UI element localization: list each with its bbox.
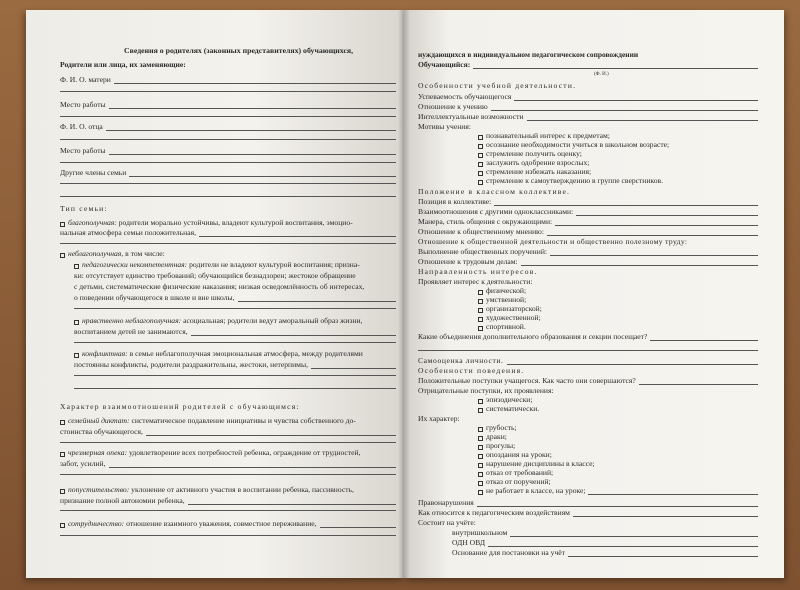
right-page — [404, 10, 784, 578]
character-label: Их характер: — [418, 414, 460, 423]
ped-option[interactable]: педагогически некомпетентная: родители не владеют культурой воспитания; призна- — [74, 260, 396, 269]
rule — [60, 183, 396, 184]
rule — [60, 510, 396, 511]
registered-label: Состоит на учёте: — [418, 518, 476, 527]
diktat-line2: стоинства обучающегося, — [60, 427, 396, 436]
intel-field[interactable]: Интеллектуальные возможности — [418, 112, 758, 121]
rule — [418, 350, 758, 351]
checkbox-icon[interactable] — [60, 489, 65, 494]
checkbox-icon[interactable] — [60, 253, 65, 258]
char-5[interactable]: нарушение дисциплины в классе; — [478, 459, 758, 468]
student-field[interactable]: Обучающийся: — [418, 60, 758, 69]
rule — [60, 162, 396, 163]
checkbox-icon[interactable] — [74, 353, 79, 358]
neblago-option[interactable]: неблагополучная, в том числе: — [60, 249, 396, 258]
char-1[interactable]: грубость; — [478, 423, 758, 432]
rule — [60, 243, 396, 244]
motives-label: Мотивы учения: — [418, 122, 471, 131]
perf-field[interactable]: Успеваемость обучающегося — [418, 92, 758, 101]
neg-2[interactable]: систематически. — [478, 404, 758, 413]
popust-option[interactable]: попустительство: уклонение от активного участия в воспитании ребенка, пассивность, — [60, 485, 396, 494]
konf-option[interactable]: конфликтная: в семье неблагополучная эмоциональная атмосфера, между родителями — [74, 349, 396, 358]
checkbox-icon[interactable] — [478, 180, 483, 185]
position-heading: Положение в классном коллективе. — [418, 187, 571, 196]
ped-line2: ки: отсутствует единство требований; обучающийся безнадзорен; жестокое обращение — [74, 271, 356, 280]
diktat-option[interactable]: семейный диктат: систематическое подавление инициативы и чувства собственного до- — [60, 416, 396, 425]
rule — [74, 388, 396, 389]
soc-field[interactable]: Отношение к общественному мнению: — [418, 227, 758, 236]
rule — [60, 196, 396, 197]
negative-label: Отрицательные поступки, их проявления: — [418, 386, 554, 395]
reg-odn-field[interactable]: ОДН ОВД — [452, 538, 758, 547]
interest-4[interactable]: художественной; — [478, 313, 758, 322]
father-work-field[interactable]: Место работы — [60, 146, 396, 155]
checkbox-icon[interactable] — [60, 523, 65, 528]
char-4[interactable]: опоздания на уроки; — [478, 450, 758, 459]
rule — [60, 442, 396, 443]
rule — [74, 308, 396, 309]
right-header: нуждающихся в индивидуальном педагогическом сопровождении — [418, 50, 639, 59]
ped-line3: с детьми, систематические физические наказания; низкая осведомлённость об интересах, — [74, 282, 365, 291]
fio-hint: (Ф. И.) — [594, 72, 609, 77]
motive-2[interactable]: осознание необходимости учиться в школьном возрасте; — [478, 140, 758, 149]
clubs-field[interactable]: Какие объединения дополнительного образования и секции посещает? — [418, 332, 758, 341]
rule — [60, 91, 396, 92]
motive-1[interactable]: познавательный интерес к предметам; — [478, 131, 758, 140]
family-type-heading: Тип семьи: — [60, 204, 108, 213]
interest-1[interactable]: физической; — [478, 286, 758, 295]
interest-5[interactable]: спортивной. — [478, 322, 758, 331]
rule — [60, 474, 396, 475]
rule — [60, 116, 396, 117]
to-activity-field[interactable]: Отношение к общественной деятельности и общественно полезному труду: — [418, 237, 688, 246]
nrav-line2: воспитанием детей не занимаются, — [74, 327, 396, 336]
labor-field[interactable]: Отношение к трудовым делам: — [418, 257, 758, 266]
nrav-option[interactable]: нравственно неблагополучная: асоциальная; родители ведут аморальный образ жизни, — [74, 316, 396, 325]
reg-reason-field[interactable]: Основание для постановки на учёт — [452, 548, 758, 557]
blago-line2: нальная атмосфера семьи положительная, — [60, 228, 396, 237]
parents-label: Родители или лица, их заменяющие: — [60, 60, 186, 69]
rule — [74, 342, 396, 343]
checkbox-icon[interactable] — [60, 420, 65, 425]
pos-field[interactable]: Позиция в коллективе: — [418, 197, 758, 206]
shows-label: Проявляет интерес к деятельности: — [418, 277, 533, 286]
manner-field[interactable]: Манера, стиль общения с окружающими: — [418, 217, 758, 226]
interest-3[interactable]: организаторской; — [478, 304, 758, 313]
checkbox-icon[interactable] — [74, 320, 79, 325]
char-2[interactable]: драки; — [478, 432, 758, 441]
konf-line2: постоянны конфликты, родители раздражительны, жестоки, нетерпимы, — [74, 360, 396, 369]
char-6[interactable]: отказ от требований; — [478, 468, 758, 477]
mother-name-field[interactable]: Ф. И. О. матери — [60, 75, 396, 84]
interests-heading: Направленность интересов. — [418, 267, 538, 276]
motive-4[interactable]: заслужить одобрение взрослых; — [478, 158, 758, 167]
left-header: Сведения о родителях (законных представителях) обучающихся, — [124, 46, 354, 55]
mother-work-field[interactable]: Место работы — [60, 100, 396, 109]
motive-6[interactable]: стремление к самоутверждению в группе сверстников. — [478, 176, 758, 185]
duties-field[interactable]: Выполнение общественных поручений: — [418, 247, 758, 256]
left-page — [26, 10, 404, 578]
popust-line2: признание полной автономии ребенка, — [60, 496, 396, 505]
char-8[interactable]: не работает в классе, на уроке; — [478, 486, 758, 495]
booklet-fold — [398, 10, 410, 578]
opeka-option[interactable]: чрезмерная опека: удовлетворение всех потребностей ребенка, ограждение от трудностей, — [60, 448, 396, 457]
checkbox-icon[interactable] — [60, 222, 65, 227]
reg-school-field[interactable]: внутришкольном — [452, 528, 758, 537]
rule — [74, 375, 396, 376]
ped-influence-field[interactable]: Как относится к педагогическим воздействиям — [418, 508, 758, 517]
father-name-field[interactable]: Ф. И. О. отца — [60, 122, 396, 131]
char-7[interactable]: отказ от поручений; — [478, 477, 758, 486]
opeka-line2: забот, усилий, — [60, 459, 396, 468]
motive-3[interactable]: стремление получить оценку; — [478, 149, 758, 158]
rule — [60, 535, 396, 536]
neg-1[interactable]: эпизодически; — [478, 395, 758, 404]
interest-2[interactable]: умственной; — [478, 295, 758, 304]
motive-5[interactable]: стремление избежать наказания; — [478, 167, 758, 176]
other-members-field[interactable]: Другие члены семьи — [60, 168, 396, 177]
offenses-field[interactable]: Правонарушения — [418, 498, 758, 507]
study-heading: Особенности учебной деятельности. — [418, 81, 577, 90]
char-3[interactable]: прогулы; — [478, 441, 758, 450]
checkbox-icon[interactable] — [478, 326, 483, 331]
sotr-option[interactable]: сотрудничество: отношение взаимного уважения, совместное переживание, — [60, 519, 396, 528]
attitude-field[interactable]: Отношение к учению — [418, 102, 758, 111]
checkbox-icon[interactable] — [478, 408, 483, 413]
checkbox-icon[interactable] — [74, 264, 79, 269]
relations-heading: Характер взаимоотношений родителей с обучающимся: — [60, 402, 300, 411]
selfesteem-field[interactable]: Самооценка личности. — [418, 356, 758, 365]
behavior-heading: Особенности поведения. — [418, 366, 525, 375]
booklet — [26, 10, 784, 578]
positive-field[interactable]: Положительные поступки учащегося. Как часто они совершаются? — [418, 376, 758, 385]
rule — [60, 139, 396, 140]
checkbox-icon[interactable] — [478, 490, 483, 495]
ped-line4: о поведении обучающегося в школе и вне школы, — [74, 293, 396, 302]
blago-option[interactable]: благополучная: родители морально устойчивы, владеют культурой воспитания, эмоцио- — [60, 218, 396, 227]
checkbox-icon[interactable] — [60, 452, 65, 457]
rel-class-field[interactable]: Взаимоотношения с другими одноклассниками: — [418, 207, 758, 216]
